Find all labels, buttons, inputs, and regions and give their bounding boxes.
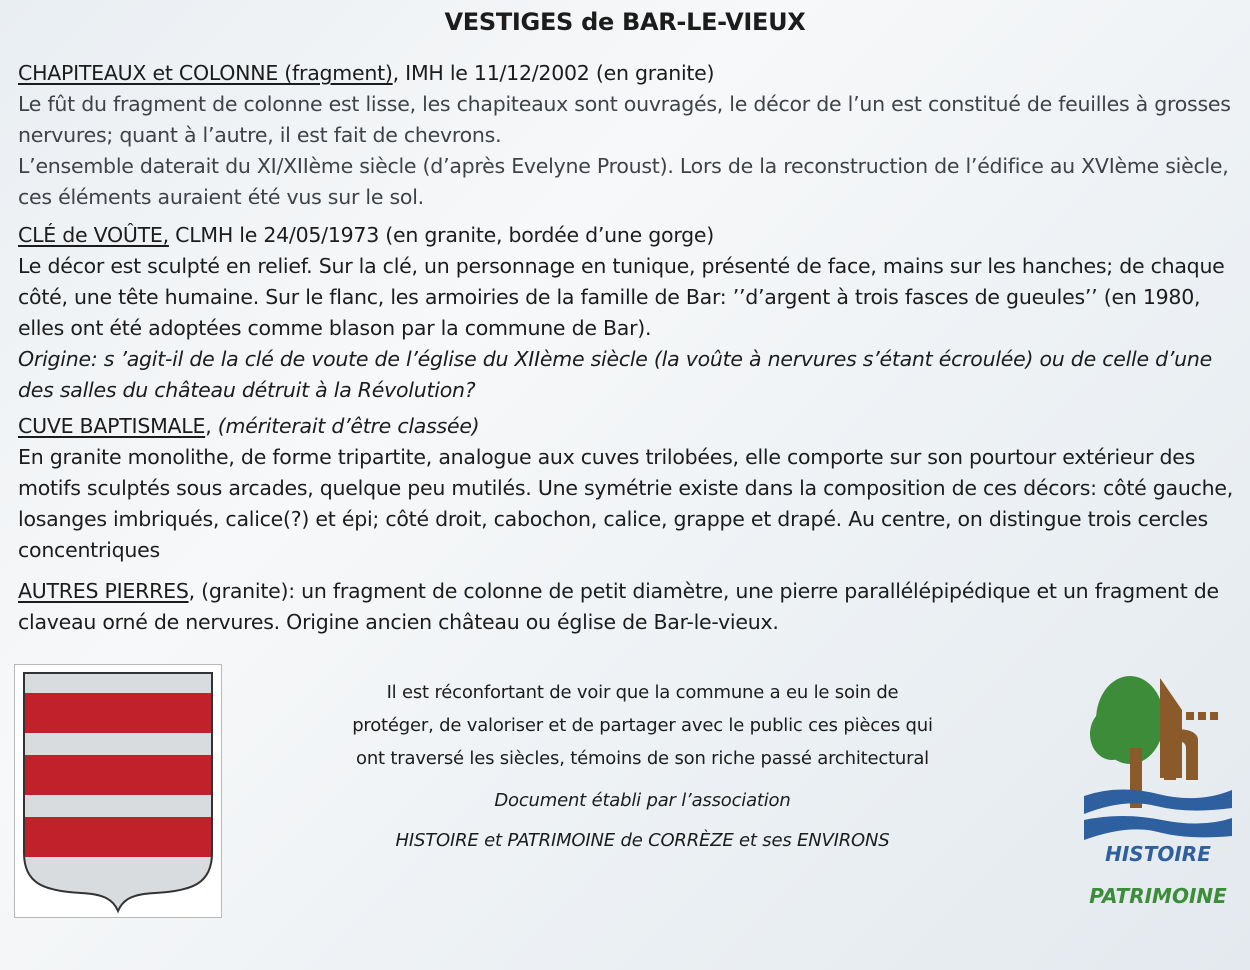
footer-association-name: HISTOIRE et PATRIMOINE de CORRÈZE et ses ENVIRONS [395,830,890,851]
section-heading: CLÉ de VOÛTE, [18,223,169,247]
section-origin: Origine: s ’agit-il de la clé de voute de l’église du XIIème siècle (la voûte à nervures s’étant écroulée) ou de celle d’une des salles du château détruit à la Révolution? [18,347,1212,402]
section-heading: CUVE BAPTISMALE [18,414,206,438]
histoire-patrimoine-logo-icon [1078,668,1238,918]
section-autres-pierres [18,576,1243,638]
footer-association: Document établi par l’association [494,790,791,811]
section-paragraph: L’ensemble daterait du XI/XIIème siècle (d’après Evelyne Proust). Lors de la reconstruction de l’édifice au XVIème siècle, ces éléments auraient été vus sur le sol. [18,154,1229,209]
page-title: VESTIGES de BAR-LE-VIEUX [444,8,806,36]
section-paragraph: Le fût du fragment de colonne est lisse, les chapiteaux sont ouvragés, le décor de l’un est constitué de feuilles à grosses nervures; quant à l’autre, il est fait de chevrons. [18,92,1231,147]
section-heading-line [18,58,1243,89]
section-paragraph: Le décor est sculpté en relief. Sur la clé, un personnage en tunique, présenté de face, mains sur les hanches; de chaque côté, une tête humaine. Sur le flanc, les armoiries de la famille de Bar: ’’d’argent à trois fasces de gueules’’ (en 1980, elles ont été adoptées comme blason par la commune de Bar). [18,254,1225,340]
section-heading-detail: , IMH le 11/12/2002 (en granite) [392,61,715,85]
footer-line: Il est réconfortant de voir que la commune a eu le soin de [386,682,899,703]
tower-window [1210,712,1218,720]
tower-window [1198,712,1206,720]
gules-fess [15,693,221,733]
tower-window [1186,712,1194,720]
section-heading-sep: , [205,414,218,438]
logo-text-histoire: HISTOIRE [1105,842,1211,866]
tree-crown [1090,708,1134,760]
footer-line: protéger, de valoriser et de partager avec le public ces pièces qui [352,715,933,736]
river-wave [1084,789,1232,814]
section-heading-line [18,220,1243,251]
section-heading: AUTRES PIERRES [18,579,189,603]
section-heading-note: (mériterait d’être classée) [217,414,480,438]
logo-text-patrimoine: PATRIMOINE [1089,884,1227,908]
section-heading-detail: , (granite): un fragment de colonne de petit diamètre, une pierre parallélépipédique et un fragment de claveau orné de nervures. Origine ancien château ou église de Bar-le-vieux. [18,579,1219,634]
section-paragraph: En granite monolithe, de forme tripartite, analogue aux cuves trilobées, elle comporte sur son pourtour extérieur des motifs sculptés sous arcades, quelque peu mutilés. Une symétrie existe dans la composition de ces décors: côté gauche, losanges imbriqués, calice(?) et épi; côté droit, cabochon, calice, grappe et drapé. Au centre, on distingue trois cercles concentriques [18,445,1233,562]
section-heading-line [18,411,1243,442]
gules-fess [15,817,221,857]
footer-line: ont traversé les siècles, témoins de son riche passé architectural [356,748,929,769]
gules-fess [15,755,221,795]
section-paragraph [18,576,1243,638]
river-wave [1084,816,1232,840]
coat-of-arms-frame [14,664,222,918]
footer-message [320,676,965,861]
section-cuve-baptismale [18,411,1243,566]
coat-of-arms-icon [15,665,221,917]
section-chapiteaux [18,58,1243,213]
section-heading-detail: CLMH le 24/05/1973 (en granite, bordée d’une gorge) [168,223,715,247]
section-heading: CHAPITEAUX et COLONNE (fragment) [18,61,393,85]
section-cle-de-voute [18,220,1243,406]
